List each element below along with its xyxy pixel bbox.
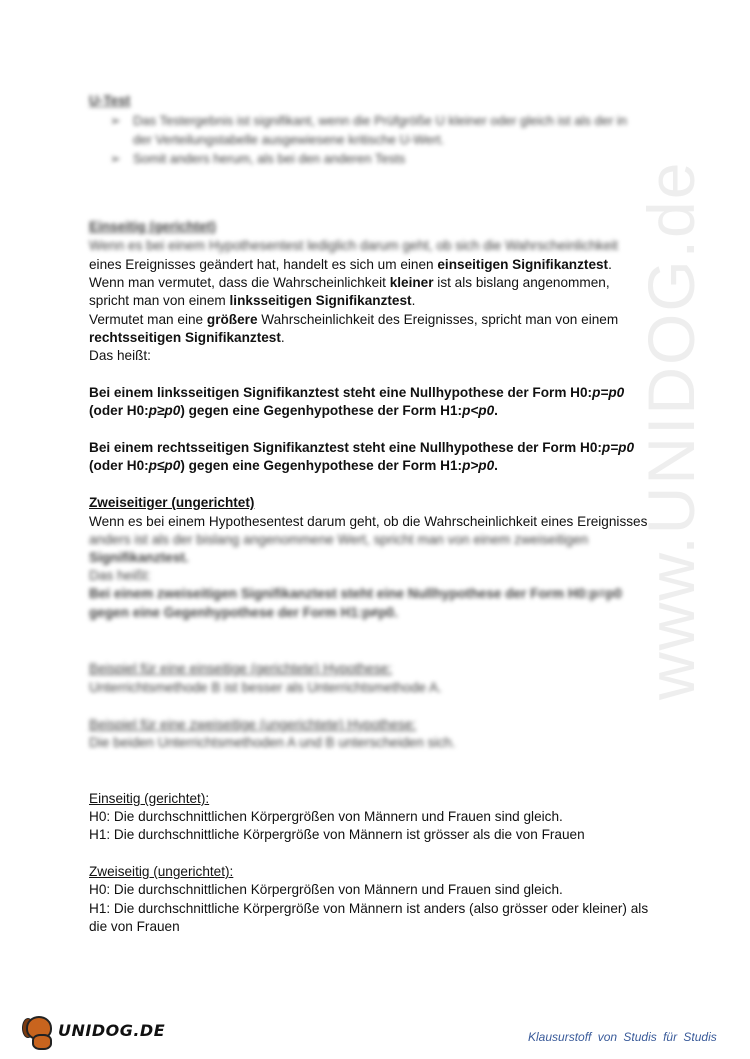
- unidog-logo: [24, 1012, 165, 1048]
- bullet-text: Das Testergebnis ist signifikant, wenn die Prüfgröße U kleiner oder gleich ist als der in: [133, 113, 627, 128]
- logo-text: UNIDOG.DE: [58, 1020, 166, 1040]
- example-text: Unterrichtsmethode B ist besser als Unterrichtsmethode A.: [89, 680, 442, 695]
- paragraph-line: spricht man von einem linksseitigen Signifikanztest.: [89, 293, 416, 308]
- paragraph-line: Wenn man vermutet, dass die Wahrscheinlichkeit kleiner ist als bislang angenommen,: [89, 275, 610, 290]
- paragraph-line: Vermutet man eine größere Wahrscheinlichkeit des Ereignisses, spricht man von einem: [89, 312, 619, 327]
- hypothesis-line: die von Frauen: [89, 919, 180, 934]
- blurred-line: Das heißt:: [89, 568, 151, 583]
- hypothesis-line: H1: Die durchschnittliche Körpergröße von Männern ist grösser als die von Frauen: [89, 827, 585, 842]
- paragraph-line: Das heißt:: [89, 348, 151, 363]
- bullet-text: Somit anders herum, als bei den anderen Tests: [133, 151, 406, 166]
- einseitig-example-heading: Einseitig (gerichtet):: [89, 791, 210, 806]
- zweiseitiger-heading: Zweiseitiger (ungerichtet): [89, 495, 255, 510]
- watermark-text: www.UNIDOG.de: [634, 160, 708, 700]
- example-heading: Beispiel für eine zweiseitige (ungerichtete) Hypothese:: [89, 717, 417, 732]
- paragraph-line: rechtsseitigen Signifikanztest.: [89, 330, 285, 345]
- example-heading: Beispiel für eine einseitige (gerichtete) Hypothese:: [89, 661, 393, 676]
- bullet-arrow-icon: ➢: [110, 151, 121, 166]
- hypothesis-line: H1: Die durchschnittliche Körpergröße von Männern ist anders (also grösser oder kleiner) als: [89, 901, 649, 916]
- hypothesis-line: H0: Die durchschnittlichen Körpergrößen von Männern und Frauen sind gleich.: [89, 882, 563, 897]
- rechtsseitig-statement: Bei einem rechtsseitigen Signifikanztest steht eine Nullhypothese der Form H0:p=p0: [89, 440, 635, 455]
- einseitig-heading: Einseitig (gerichtet): [89, 219, 216, 234]
- u-test-heading: U-Test: [89, 93, 131, 108]
- linksseitig-statement: Bei einem linksseitigen Signifikanztest steht eine Nullhypothese der Form H0:p=p0: [89, 385, 625, 400]
- paragraph-line: Wenn es bei einem Hypothesentest darum geht, ob die Wahrscheinlichkeit eines Ereignisses: [89, 514, 648, 529]
- blurred-line: gegen eine Gegenhypothese der Form H1:p≠p0.: [89, 605, 398, 620]
- paragraph-line: eines Ereignisses geändert hat, handelt es sich um einen einseitigen Signifikanztest.: [89, 257, 612, 272]
- hypothesis-line: H0: Die durchschnittlichen Körpergrößen von Männern und Frauen sind gleich.: [89, 809, 563, 824]
- bullet-text: der Verteilungstabelle ausgewiesene kritische U-Wert.: [133, 132, 445, 147]
- dog-mascot-icon: [24, 1012, 54, 1048]
- blurred-line: Signifikanztest.: [89, 550, 189, 565]
- bullet-arrow-icon: ➢: [110, 113, 121, 128]
- blurred-line: Wenn es bei einem Hypothesentest lediglich darum geht, ob sich die Wahrscheinlichkeit: [89, 238, 618, 253]
- rechtsseitig-statement: (oder H0:p≤p0) gegen eine Gegenhypothese der Form H1:p>p0.: [89, 458, 498, 473]
- example-text: Die beiden Unterrichtsmethoden A und B unterscheiden sich.: [89, 735, 456, 750]
- blurred-line: anders ist als der bislang angenommene Wert, spricht man von einem zweiseitigen: [89, 532, 589, 547]
- linksseitig-statement: (oder H0:p≥p0) gegen eine Gegenhypothese der Form H1:p<p0.: [89, 403, 498, 418]
- footer-tagline: Klausurstoff von Studis für Studis: [528, 1030, 717, 1044]
- blurred-line: Bei einem zweiseitigen Signifikanztest steht eine Nullhypothese der Form H0:p=p0: [89, 586, 622, 601]
- zweiseitig-example-heading: Zweiseitig (ungerichtet):: [89, 864, 234, 879]
